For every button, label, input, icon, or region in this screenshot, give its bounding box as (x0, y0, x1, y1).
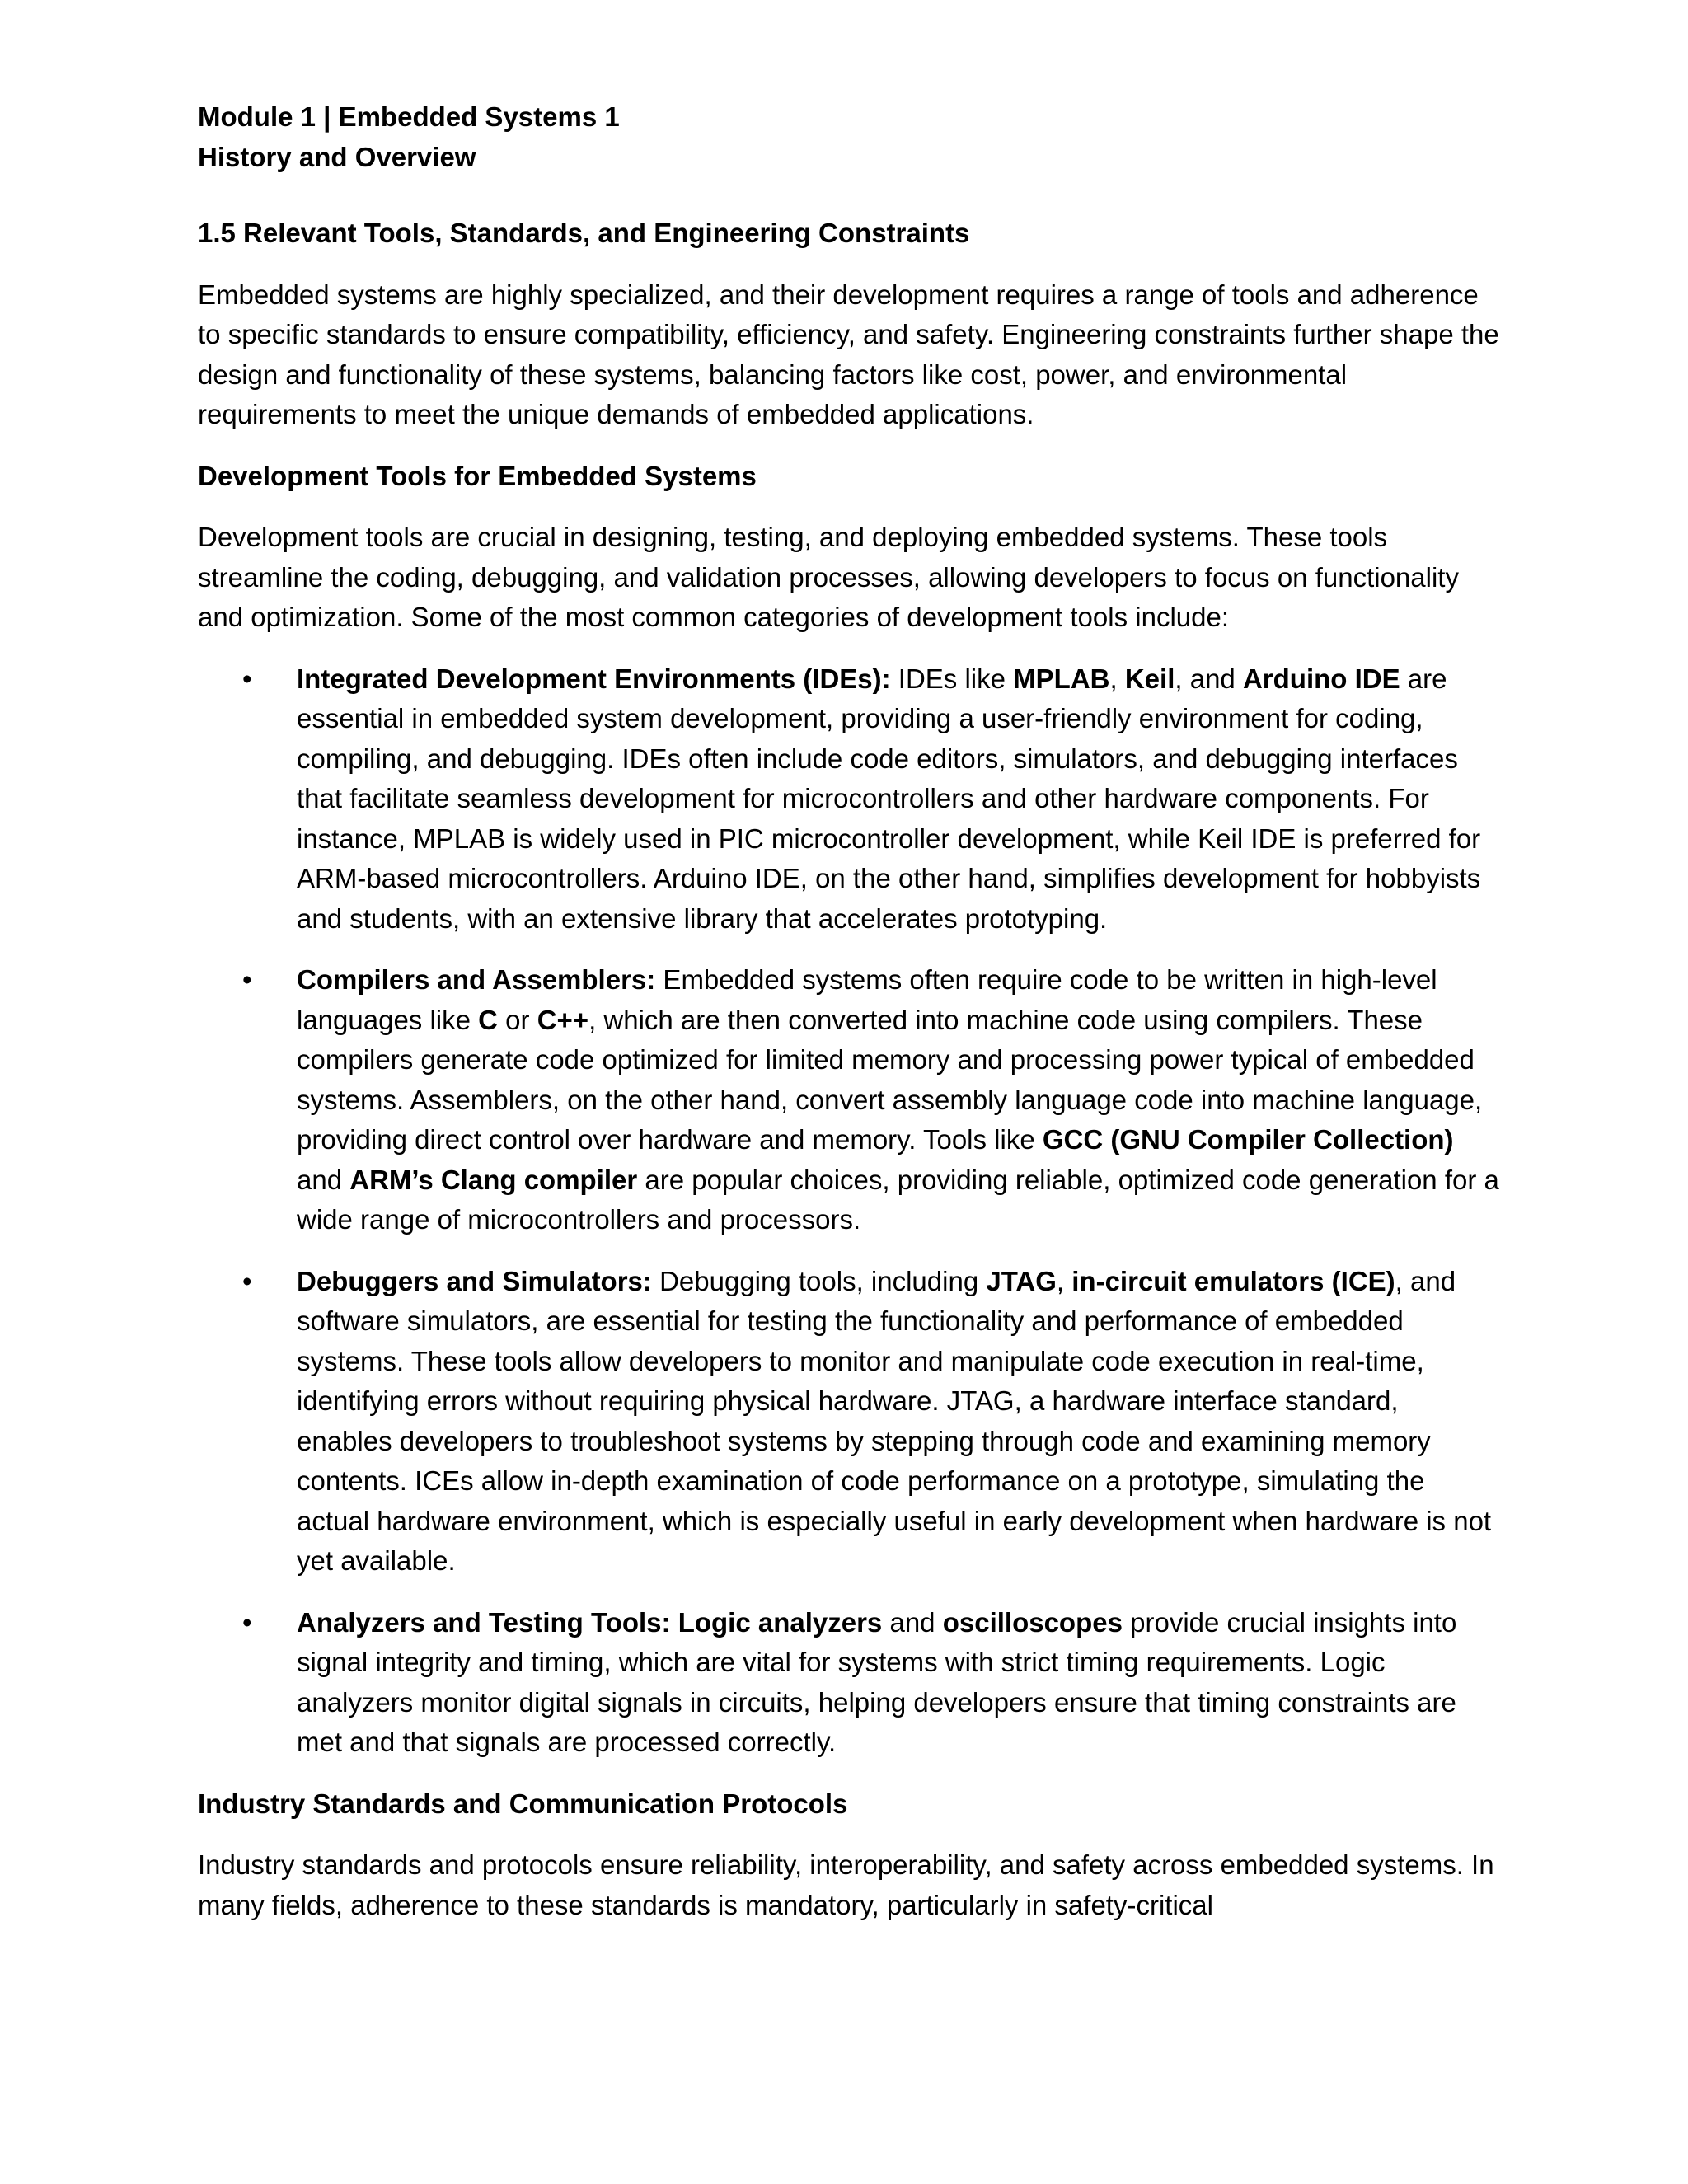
standards-intro-paragraph: Industry standards and protocols ensure reliability, interoperability, and safety across embedded systems. In many fields, adherence to these standards is mandatory, particularly in safety-critical (198, 1849, 1494, 1920)
section-heading: 1.5 Relevant Tools, Standards, and Engineering Constraints (198, 218, 970, 248)
list-item-text: provide crucial insights into signal integrity and timing, which are vital for systems with strict timing requirements. Logic analyzers monitor digital signals in circuits, helping developers ensure that timing constraints are met and that signals are processed correctly. (297, 1606, 1457, 1757)
list-item-bold-term: Arduino IDE (1242, 663, 1400, 694)
list-item-bold-term: GCC (GNU Compiler Collection) (1042, 1124, 1454, 1155)
list-item-text: IDEs like (890, 663, 1014, 694)
dev-tools-intro-paragraph: Development tools are crucial in designing, testing, and deploying embedded systems. These tools streamline the coding, debugging, and validation processes, allowing developers to focus on functionality and optimization. Some of the most common categories of development tools include: (198, 522, 1459, 632)
list-item-bold-term: C (478, 1004, 498, 1035)
list-item-text: , (1056, 1265, 1072, 1296)
list-item-bold-term: Logic analyzers (678, 1606, 883, 1638)
bullet-icon: • (242, 663, 252, 694)
list-item-text: or (498, 1004, 537, 1035)
list-item-lead: Debuggers and Simulators: (297, 1265, 652, 1296)
list-item-bold-term: C++ (537, 1004, 589, 1035)
list-item-text: , and (1175, 663, 1243, 694)
section-intro-paragraph: Embedded systems are highly specialized, and their development requires a range of tools and adherence to specific standards to ensure compatibility, efficiency, and safety. Engineering constraints further shape the design and functionality of these systems, balancing factors like cost, power, and environmental requirements to meet the unique demands of embedded applications. (198, 279, 1499, 429)
list-item-text: Debugging tools, including (651, 1265, 987, 1296)
list-item-lead: Analyzers and Testing Tools: (297, 1606, 671, 1638)
list-item-bold-term: oscilloscopes (942, 1606, 1123, 1638)
list-item-bold-term: ARM’s Clang compiler (349, 1164, 638, 1195)
dev-tools-heading: Development Tools for Embedded Systems (198, 460, 757, 491)
bullet-icon: • (242, 1265, 252, 1296)
list-item-lead: Compilers and Assemblers: (297, 964, 656, 995)
standards-heading: Industry Standards and Communication Protocols (198, 1788, 848, 1819)
list-item-text: are essential in embedded system development, providing a user-friendly environment for coding, compiling, and debugging. IDEs often include code editors, simulators, and debugging interfaces that facilitate seamless development for microcontrollers and other hardware components. For instance, MPLAB is widely used in PIC microcontroller development, while Keil IDE is preferred for ARM-based microcontrollers. Arduino IDE, on the other hand, simplifies development for hobbyists and students, with an extensive library that accelerates prototyping. (297, 663, 1481, 934)
list-item-text: Embedded systems often require code to be written in high-level languages like (297, 964, 1437, 1035)
bullet-icon: • (242, 1606, 252, 1638)
list-item-compilers (198, 960, 1500, 1240)
list-item-analyzers (198, 1603, 1500, 1763)
list-item-debuggers (198, 1262, 1500, 1582)
list-item-text: are popular choices, providing reliable, optimized code generation for a wide range of microcontrollers and processors. (297, 1164, 1499, 1235)
list-item-lead: Integrated Development Environments (IDEs): (297, 663, 891, 694)
list-item-text: , and software simulators, are essential for testing the functionality and performance of embedded systems. These tools allow developers to monitor and manipulate code execution in real-time, identifying errors without requiring physical hardware. JTAG, a hardware interface standard, enables developers to troubleshoot systems by stepping through code and examining memory contents. ICEs allow in-depth examination of code performance on a prototype, simulating the actual hardware environment, which is especially useful in early development when hardware is not yet available. (297, 1265, 1492, 1576)
bullet-icon: • (242, 964, 252, 995)
module-title: Module 1 | Embedded Systems 1 (198, 101, 620, 132)
document-page (198, 97, 1500, 1925)
list-item-text: , (1109, 663, 1125, 694)
list-item-text: and (297, 1164, 350, 1195)
module-subtitle: History and Overview (198, 141, 476, 172)
list-item-text: , which are then converted into machine code using compilers. These compilers generate code optimized for limited memory and processing power typical of embedded systems. Assemblers, on the other hand, convert assembly language code into machine language, providing direct control over hardware and memory. Tools like (297, 1004, 1483, 1155)
list-item-text: and (882, 1606, 943, 1638)
list-item-bold-term: Keil (1124, 663, 1175, 694)
list-item-bold-term: MPLAB (1013, 663, 1110, 694)
list-item-ides (198, 659, 1500, 940)
list-item-bold-term: JTAG (986, 1265, 1057, 1296)
list-item-text (671, 1607, 678, 1638)
list-item-bold-term: in-circuit emulators (ICE) (1071, 1265, 1395, 1296)
dev-tools-list (198, 659, 1500, 1763)
